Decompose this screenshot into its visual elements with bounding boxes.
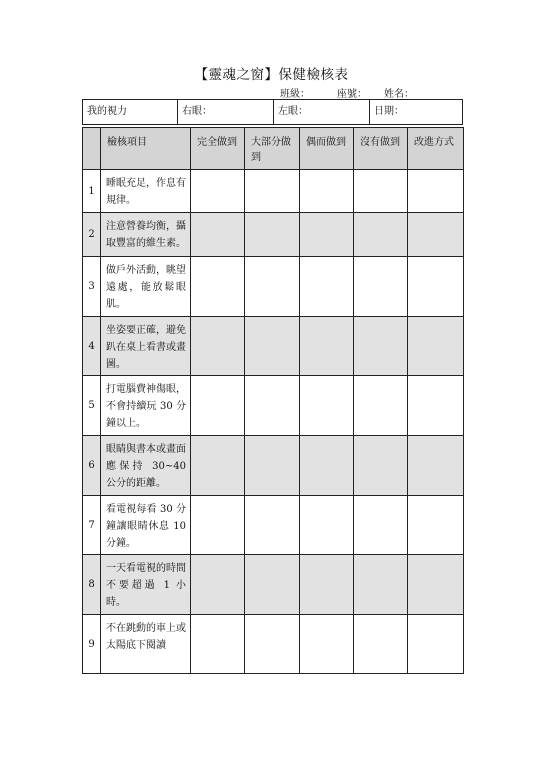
- check-cell[interactable]: [354, 615, 408, 674]
- row-number: 9: [83, 615, 101, 674]
- check-cell[interactable]: [354, 257, 408, 317]
- check-cell[interactable]: [354, 436, 408, 496]
- improvement-cell[interactable]: [408, 436, 464, 496]
- row-item: 不在跳動的車上或太陽底下閱讀: [101, 615, 191, 674]
- row-item: 注意營養均衡，攝取豐富的維生素。: [101, 213, 191, 257]
- check-cell[interactable]: [300, 213, 354, 257]
- check-cell[interactable]: [354, 317, 408, 376]
- check-cell[interactable]: [245, 496, 300, 555]
- improvement-cell[interactable]: [408, 376, 464, 436]
- table-header-row: [83, 128, 464, 170]
- vision-info-row: [82, 99, 463, 125]
- header-improvement: 改進方式: [408, 128, 464, 170]
- check-cell[interactable]: [191, 376, 245, 436]
- improvement-cell[interactable]: [408, 317, 464, 376]
- header-number: [83, 128, 101, 170]
- check-cell[interactable]: [191, 317, 245, 376]
- check-cell[interactable]: [300, 615, 354, 674]
- row-number: 6: [83, 436, 101, 496]
- table-row: [83, 317, 464, 376]
- check-cell[interactable]: [245, 615, 300, 674]
- improvement-cell[interactable]: [408, 257, 464, 317]
- check-cell[interactable]: [300, 257, 354, 317]
- left-eye-label: 左眼：: [278, 106, 308, 117]
- check-cell[interactable]: [354, 555, 408, 615]
- check-cell[interactable]: [300, 555, 354, 615]
- check-cell[interactable]: [191, 496, 245, 555]
- row-item: 一天看電視的時間不要超過 1 小時。: [101, 555, 191, 615]
- check-cell[interactable]: [191, 615, 245, 674]
- date-label: 日期：: [374, 106, 404, 117]
- table-row: [83, 213, 464, 257]
- row-item: 坐姿要正確，避免趴在桌上看書或畫圖。: [101, 317, 191, 376]
- header-not-done: 沒有做到: [354, 128, 408, 170]
- table-row: [83, 376, 464, 436]
- check-cell[interactable]: [245, 257, 300, 317]
- check-cell[interactable]: [191, 436, 245, 496]
- table-row: [83, 436, 464, 496]
- check-cell[interactable]: [191, 170, 245, 213]
- check-cell[interactable]: [300, 376, 354, 436]
- table-row: [83, 615, 464, 674]
- check-cell[interactable]: [300, 496, 354, 555]
- check-cell[interactable]: [245, 555, 300, 615]
- check-cell[interactable]: [354, 376, 408, 436]
- check-cell[interactable]: [191, 257, 245, 317]
- table-row: [83, 257, 464, 317]
- row-number: 2: [83, 213, 101, 257]
- page-title: 【靈魂之窗】保健檢核表: [194, 67, 349, 83]
- row-item: 打電腦費神傷眼，不會持續玩 30 分鐘以上。: [101, 376, 191, 436]
- table-row: [83, 555, 464, 615]
- row-item: 看電視每看 30 分鐘讓眼睛休息 10 分鐘。: [101, 496, 191, 555]
- check-cell[interactable]: [354, 496, 408, 555]
- row-item: 做戶外活動，眺望遠處，能放鬆眼肌。: [101, 257, 191, 317]
- row-number: 5: [83, 376, 101, 436]
- row-item: 睡眠充足，作息有規律。: [101, 170, 191, 213]
- check-cell[interactable]: [245, 436, 300, 496]
- table-row: [83, 496, 464, 555]
- check-cell[interactable]: [245, 170, 300, 213]
- header-occasionally-done: 偶而做到: [300, 128, 354, 170]
- check-cell[interactable]: [191, 213, 245, 257]
- header-fully-done: 完全做到: [191, 128, 245, 170]
- row-number: 8: [83, 555, 101, 615]
- health-checklist-table: [82, 127, 464, 674]
- row-number: 1: [83, 170, 101, 213]
- vision-label: 我的視力: [87, 106, 127, 117]
- improvement-cell[interactable]: [408, 615, 464, 674]
- improvement-cell[interactable]: [408, 170, 464, 213]
- check-cell[interactable]: [245, 376, 300, 436]
- check-cell[interactable]: [300, 170, 354, 213]
- right-eye-label: 右眼：: [182, 106, 212, 117]
- row-item: 眼睛與書本或畫面應保持 30~40 公分的距離。: [101, 436, 191, 496]
- check-cell[interactable]: [300, 436, 354, 496]
- row-number: 4: [83, 317, 101, 376]
- check-cell[interactable]: [245, 317, 300, 376]
- header-item: 檢核項目: [101, 128, 191, 170]
- row-number: 7: [83, 496, 101, 555]
- improvement-cell[interactable]: [408, 213, 464, 257]
- check-cell[interactable]: [245, 213, 300, 257]
- class-label: 班級：: [280, 89, 310, 100]
- table-row: [83, 170, 464, 213]
- row-number: 3: [83, 257, 101, 317]
- header-mostly-done: 大部分做到: [245, 128, 300, 170]
- seat-label: 座號：: [337, 89, 367, 100]
- check-cell[interactable]: [191, 555, 245, 615]
- check-cell[interactable]: [300, 317, 354, 376]
- improvement-cell[interactable]: [408, 496, 464, 555]
- improvement-cell[interactable]: [408, 555, 464, 615]
- check-cell[interactable]: [354, 170, 408, 213]
- check-cell[interactable]: [354, 213, 408, 257]
- name-label: 姓名：: [384, 89, 414, 100]
